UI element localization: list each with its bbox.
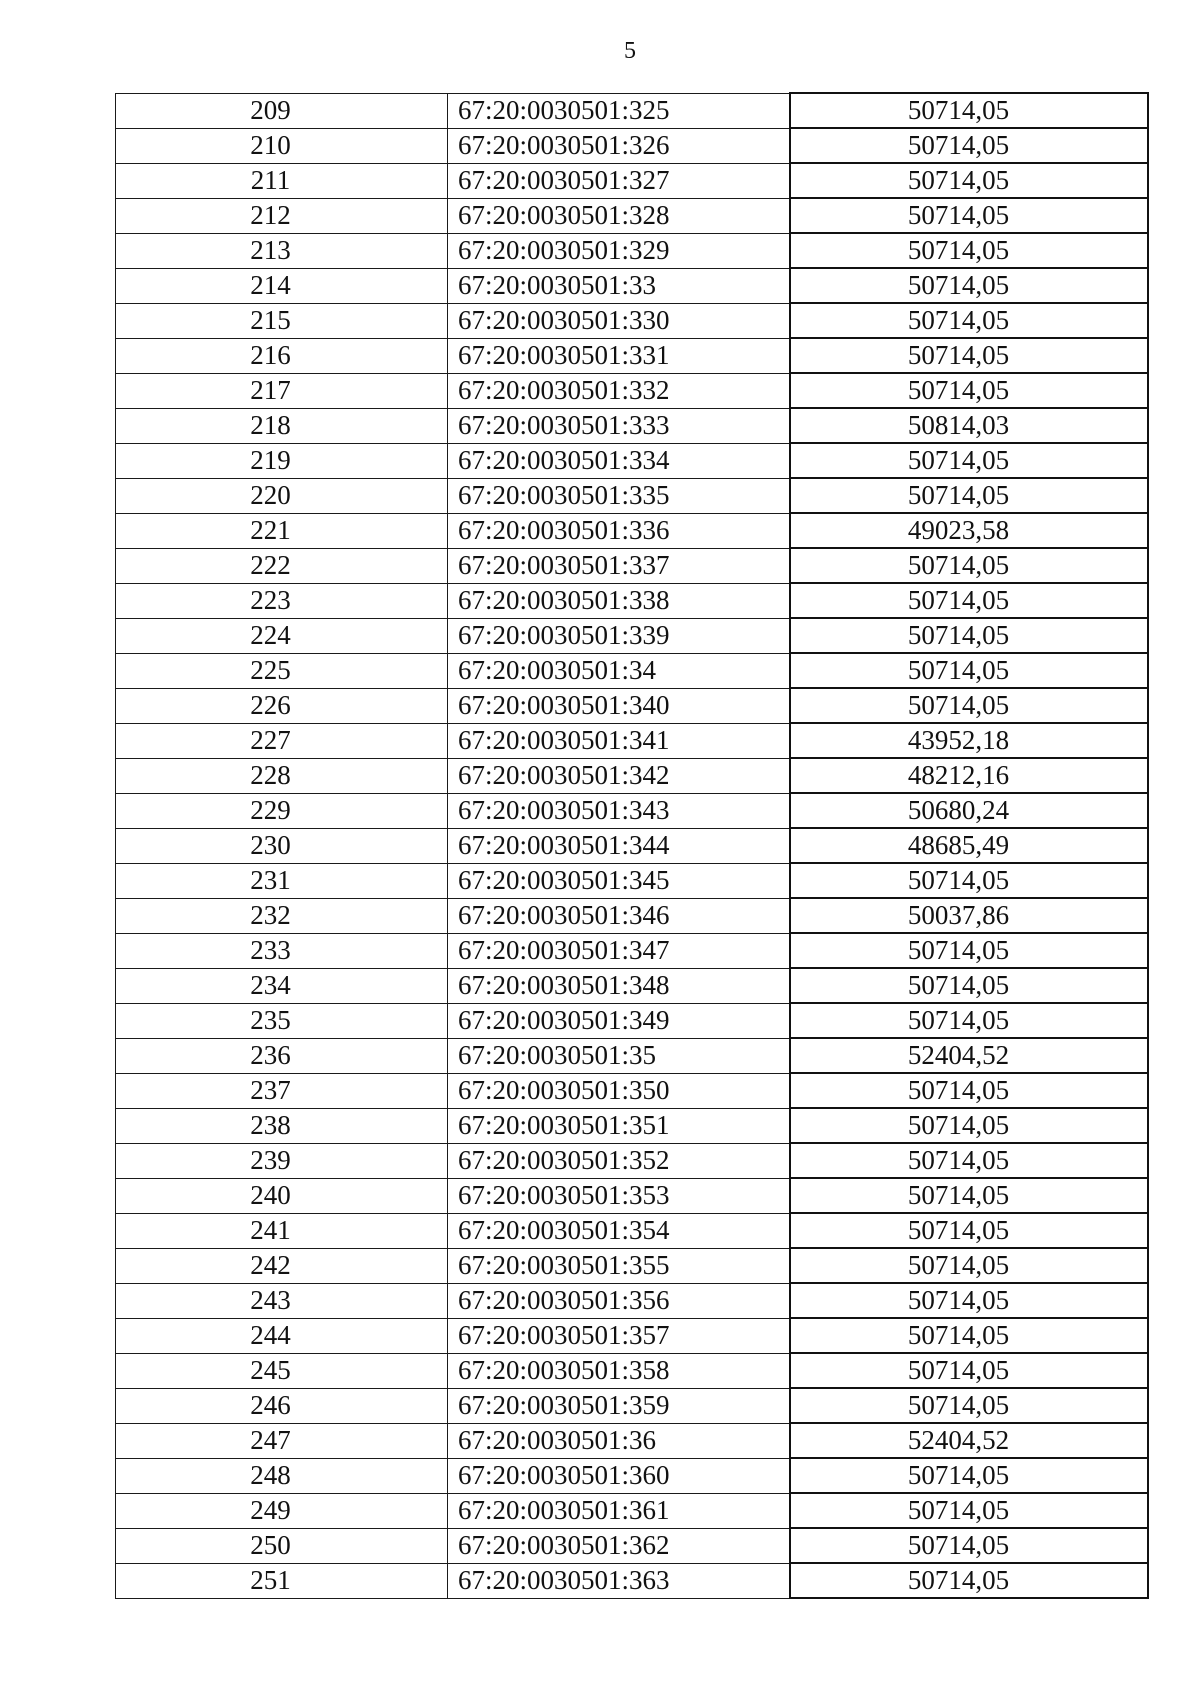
table-row [116,968,1148,1003]
row-number-cell: 215 [116,303,448,338]
cadastral-number-cell: 67:20:0030501:337 [448,548,790,583]
page-number: 5 [624,38,636,64]
row-number-cell: 242 [116,1248,448,1283]
table-row [116,688,1148,723]
row-number-cell: 240 [116,1178,448,1213]
cadastral-number-cell: 67:20:0030501:360 [448,1458,790,1493]
row-number-cell: 243 [116,1283,448,1318]
row-number-cell: 235 [116,1003,448,1038]
cadastral-value-cell: 50714,05 [790,93,1148,128]
table-row [116,723,1148,758]
cadastral-value-cell: 50714,05 [790,1178,1148,1213]
cadastral-number-cell: 67:20:0030501:332 [448,373,790,408]
cadastral-value-cell: 49023,58 [790,513,1148,548]
cadastral-value-table [115,92,1149,1599]
cadastral-number-cell: 67:20:0030501:35 [448,1038,790,1073]
cadastral-value-cell: 50714,05 [790,933,1148,968]
cadastral-number-cell: 67:20:0030501:336 [448,513,790,548]
cadastral-number-cell: 67:20:0030501:356 [448,1283,790,1318]
cadastral-value-cell: 50714,05 [790,198,1148,233]
cadastral-number-cell: 67:20:0030501:359 [448,1388,790,1423]
table-row [116,198,1148,233]
row-number-cell: 250 [116,1528,448,1563]
cadastral-value-cell: 50714,05 [790,1493,1148,1528]
cadastral-number-cell: 67:20:0030501:345 [448,863,790,898]
cadastral-number-cell: 67:20:0030501:346 [448,898,790,933]
cadastral-number-cell: 67:20:0030501:351 [448,1108,790,1143]
row-number-cell: 245 [116,1353,448,1388]
row-number-cell: 220 [116,478,448,513]
row-number-cell: 241 [116,1213,448,1248]
table-row [116,1458,1148,1493]
row-number-cell: 237 [116,1073,448,1108]
row-number-cell: 247 [116,1423,448,1458]
cadastral-value-cell: 50714,05 [790,863,1148,898]
row-number-cell: 230 [116,828,448,863]
cadastral-number-cell: 67:20:0030501:330 [448,303,790,338]
cadastral-value-cell: 50714,05 [790,653,1148,688]
row-number-cell: 229 [116,793,448,828]
table-row [116,758,1148,793]
cadastral-number-cell: 67:20:0030501:338 [448,583,790,618]
cadastral-number-cell: 67:20:0030501:326 [448,128,790,163]
table-row [116,898,1148,933]
cadastral-value-cell: 48685,49 [790,828,1148,863]
cadastral-number-cell: 67:20:0030501:328 [448,198,790,233]
row-number-cell: 212 [116,198,448,233]
cadastral-number-cell: 67:20:0030501:342 [448,758,790,793]
cadastral-value-cell: 50814,03 [790,408,1148,443]
row-number-cell: 231 [116,863,448,898]
table-row [116,828,1148,863]
row-number-cell: 218 [116,408,448,443]
cadastral-number-cell: 67:20:0030501:341 [448,723,790,758]
table-row [116,338,1148,373]
cadastral-number-cell: 67:20:0030501:350 [448,1073,790,1108]
table-row [116,128,1148,163]
table-row [116,163,1148,198]
table-row [116,233,1148,268]
cadastral-number-cell: 67:20:0030501:36 [448,1423,790,1458]
cadastral-number-cell: 67:20:0030501:354 [448,1213,790,1248]
table-row [116,1003,1148,1038]
table-row [116,268,1148,303]
cadastral-value-cell: 50714,05 [790,1248,1148,1283]
cadastral-value-cell: 50714,05 [790,688,1148,723]
table-row [116,583,1148,618]
row-number-cell: 222 [116,548,448,583]
cadastral-value-cell: 50714,05 [790,1143,1148,1178]
cadastral-value-cell: 50714,05 [790,1458,1148,1493]
row-number-cell: 233 [116,933,448,968]
row-number-cell: 213 [116,233,448,268]
table-row [116,1108,1148,1143]
cadastral-value-cell: 50714,05 [790,583,1148,618]
cadastral-number-cell: 67:20:0030501:361 [448,1493,790,1528]
cadastral-number-cell: 67:20:0030501:357 [448,1318,790,1353]
cadastral-number-cell: 67:20:0030501:348 [448,968,790,1003]
row-number-cell: 239 [116,1143,448,1178]
table-row [116,93,1148,128]
row-number-cell: 211 [116,163,448,198]
cadastral-value-cell: 50714,05 [790,1003,1148,1038]
row-number-cell: 226 [116,688,448,723]
table-body [116,93,1148,1598]
table-row [116,443,1148,478]
table-row [116,1493,1148,1528]
cadastral-number-cell: 67:20:0030501:362 [448,1528,790,1563]
cadastral-value-cell: 50680,24 [790,793,1148,828]
row-number-cell: 228 [116,758,448,793]
cadastral-value-cell: 50714,05 [790,1283,1148,1318]
table-row [116,1423,1148,1458]
cadastral-value-cell: 50714,05 [790,268,1148,303]
table-row [116,1143,1148,1178]
row-number-cell: 221 [116,513,448,548]
cadastral-number-cell: 67:20:0030501:333 [448,408,790,443]
table-row [116,478,1148,513]
table-row [116,1318,1148,1353]
cadastral-number-cell: 67:20:0030501:329 [448,233,790,268]
cadastral-number-cell: 67:20:0030501:334 [448,443,790,478]
cadastral-value-cell: 50714,05 [790,1563,1148,1598]
table-row [116,1563,1148,1598]
row-number-cell: 238 [116,1108,448,1143]
cadastral-value-cell: 50037,86 [790,898,1148,933]
table-row [116,618,1148,653]
row-number-cell: 216 [116,338,448,373]
cadastral-value-cell: 50714,05 [790,443,1148,478]
table-row [116,1178,1148,1213]
row-number-cell: 236 [116,1038,448,1073]
cadastral-value-cell: 43952,18 [790,723,1148,758]
table-row [116,1353,1148,1388]
cadastral-number-cell: 67:20:0030501:349 [448,1003,790,1038]
table-row [116,373,1148,408]
cadastral-value-cell: 50714,05 [790,478,1148,513]
cadastral-value-cell: 50714,05 [790,1318,1148,1353]
row-number-cell: 232 [116,898,448,933]
cadastral-number-cell: 67:20:0030501:353 [448,1178,790,1213]
row-number-cell: 210 [116,128,448,163]
row-number-cell: 224 [116,618,448,653]
cadastral-value-cell: 50714,05 [790,618,1148,653]
cadastral-value-cell: 52404,52 [790,1038,1148,1073]
cadastral-value-cell: 50714,05 [790,1108,1148,1143]
row-number-cell: 248 [116,1458,448,1493]
cadastral-number-cell: 67:20:0030501:335 [448,478,790,513]
cadastral-number-cell: 67:20:0030501:327 [448,163,790,198]
row-number-cell: 223 [116,583,448,618]
row-number-cell: 214 [116,268,448,303]
cadastral-number-cell: 67:20:0030501:33 [448,268,790,303]
table-row [116,933,1148,968]
cadastral-number-cell: 67:20:0030501:34 [448,653,790,688]
row-number-cell: 246 [116,1388,448,1423]
cadastral-value-cell: 52404,52 [790,1423,1148,1458]
row-number-cell: 225 [116,653,448,688]
cadastral-value-cell: 50714,05 [790,1073,1148,1108]
cadastral-value-cell: 50714,05 [790,1353,1148,1388]
table-row [116,513,1148,548]
table-row [116,793,1148,828]
row-number-cell: 217 [116,373,448,408]
cadastral-number-cell: 67:20:0030501:325 [448,93,790,128]
table-row [116,548,1148,583]
cadastral-value-cell: 50714,05 [790,303,1148,338]
table-row [116,863,1148,898]
cadastral-number-cell: 67:20:0030501:363 [448,1563,790,1598]
cadastral-number-cell: 67:20:0030501:347 [448,933,790,968]
table-row [116,1248,1148,1283]
cadastral-number-cell: 67:20:0030501:358 [448,1353,790,1388]
cadastral-value-cell: 50714,05 [790,163,1148,198]
table-row [116,1283,1148,1318]
cadastral-number-cell: 67:20:0030501:355 [448,1248,790,1283]
cadastral-number-cell: 67:20:0030501:340 [448,688,790,723]
table-row [116,1073,1148,1108]
table-row [116,653,1148,688]
table-row [116,408,1148,443]
cadastral-value-cell: 50714,05 [790,233,1148,268]
row-number-cell: 209 [116,93,448,128]
row-number-cell: 251 [116,1563,448,1598]
cadastral-value-cell: 50714,05 [790,1388,1148,1423]
cadastral-value-cell: 50714,05 [790,128,1148,163]
cadastral-value-cell: 50714,05 [790,1528,1148,1563]
cadastral-value-cell: 50714,05 [790,373,1148,408]
table-row [116,303,1148,338]
row-number-cell: 227 [116,723,448,758]
cadastral-number-cell: 67:20:0030501:343 [448,793,790,828]
cadastral-value-cell: 50714,05 [790,1213,1148,1248]
cadastral-number-cell: 67:20:0030501:352 [448,1143,790,1178]
row-number-cell: 219 [116,443,448,478]
table-row [116,1213,1148,1248]
cadastral-number-cell: 67:20:0030501:344 [448,828,790,863]
row-number-cell: 249 [116,1493,448,1528]
table-row [116,1038,1148,1073]
cadastral-number-cell: 67:20:0030501:339 [448,618,790,653]
table-row [116,1388,1148,1423]
cadastral-value-cell: 50714,05 [790,968,1148,1003]
cadastral-value-cell: 48212,16 [790,758,1148,793]
table-row [116,1528,1148,1563]
row-number-cell: 234 [116,968,448,1003]
row-number-cell: 244 [116,1318,448,1353]
cadastral-number-cell: 67:20:0030501:331 [448,338,790,373]
cadastral-value-cell: 50714,05 [790,548,1148,583]
cadastral-value-cell: 50714,05 [790,338,1148,373]
